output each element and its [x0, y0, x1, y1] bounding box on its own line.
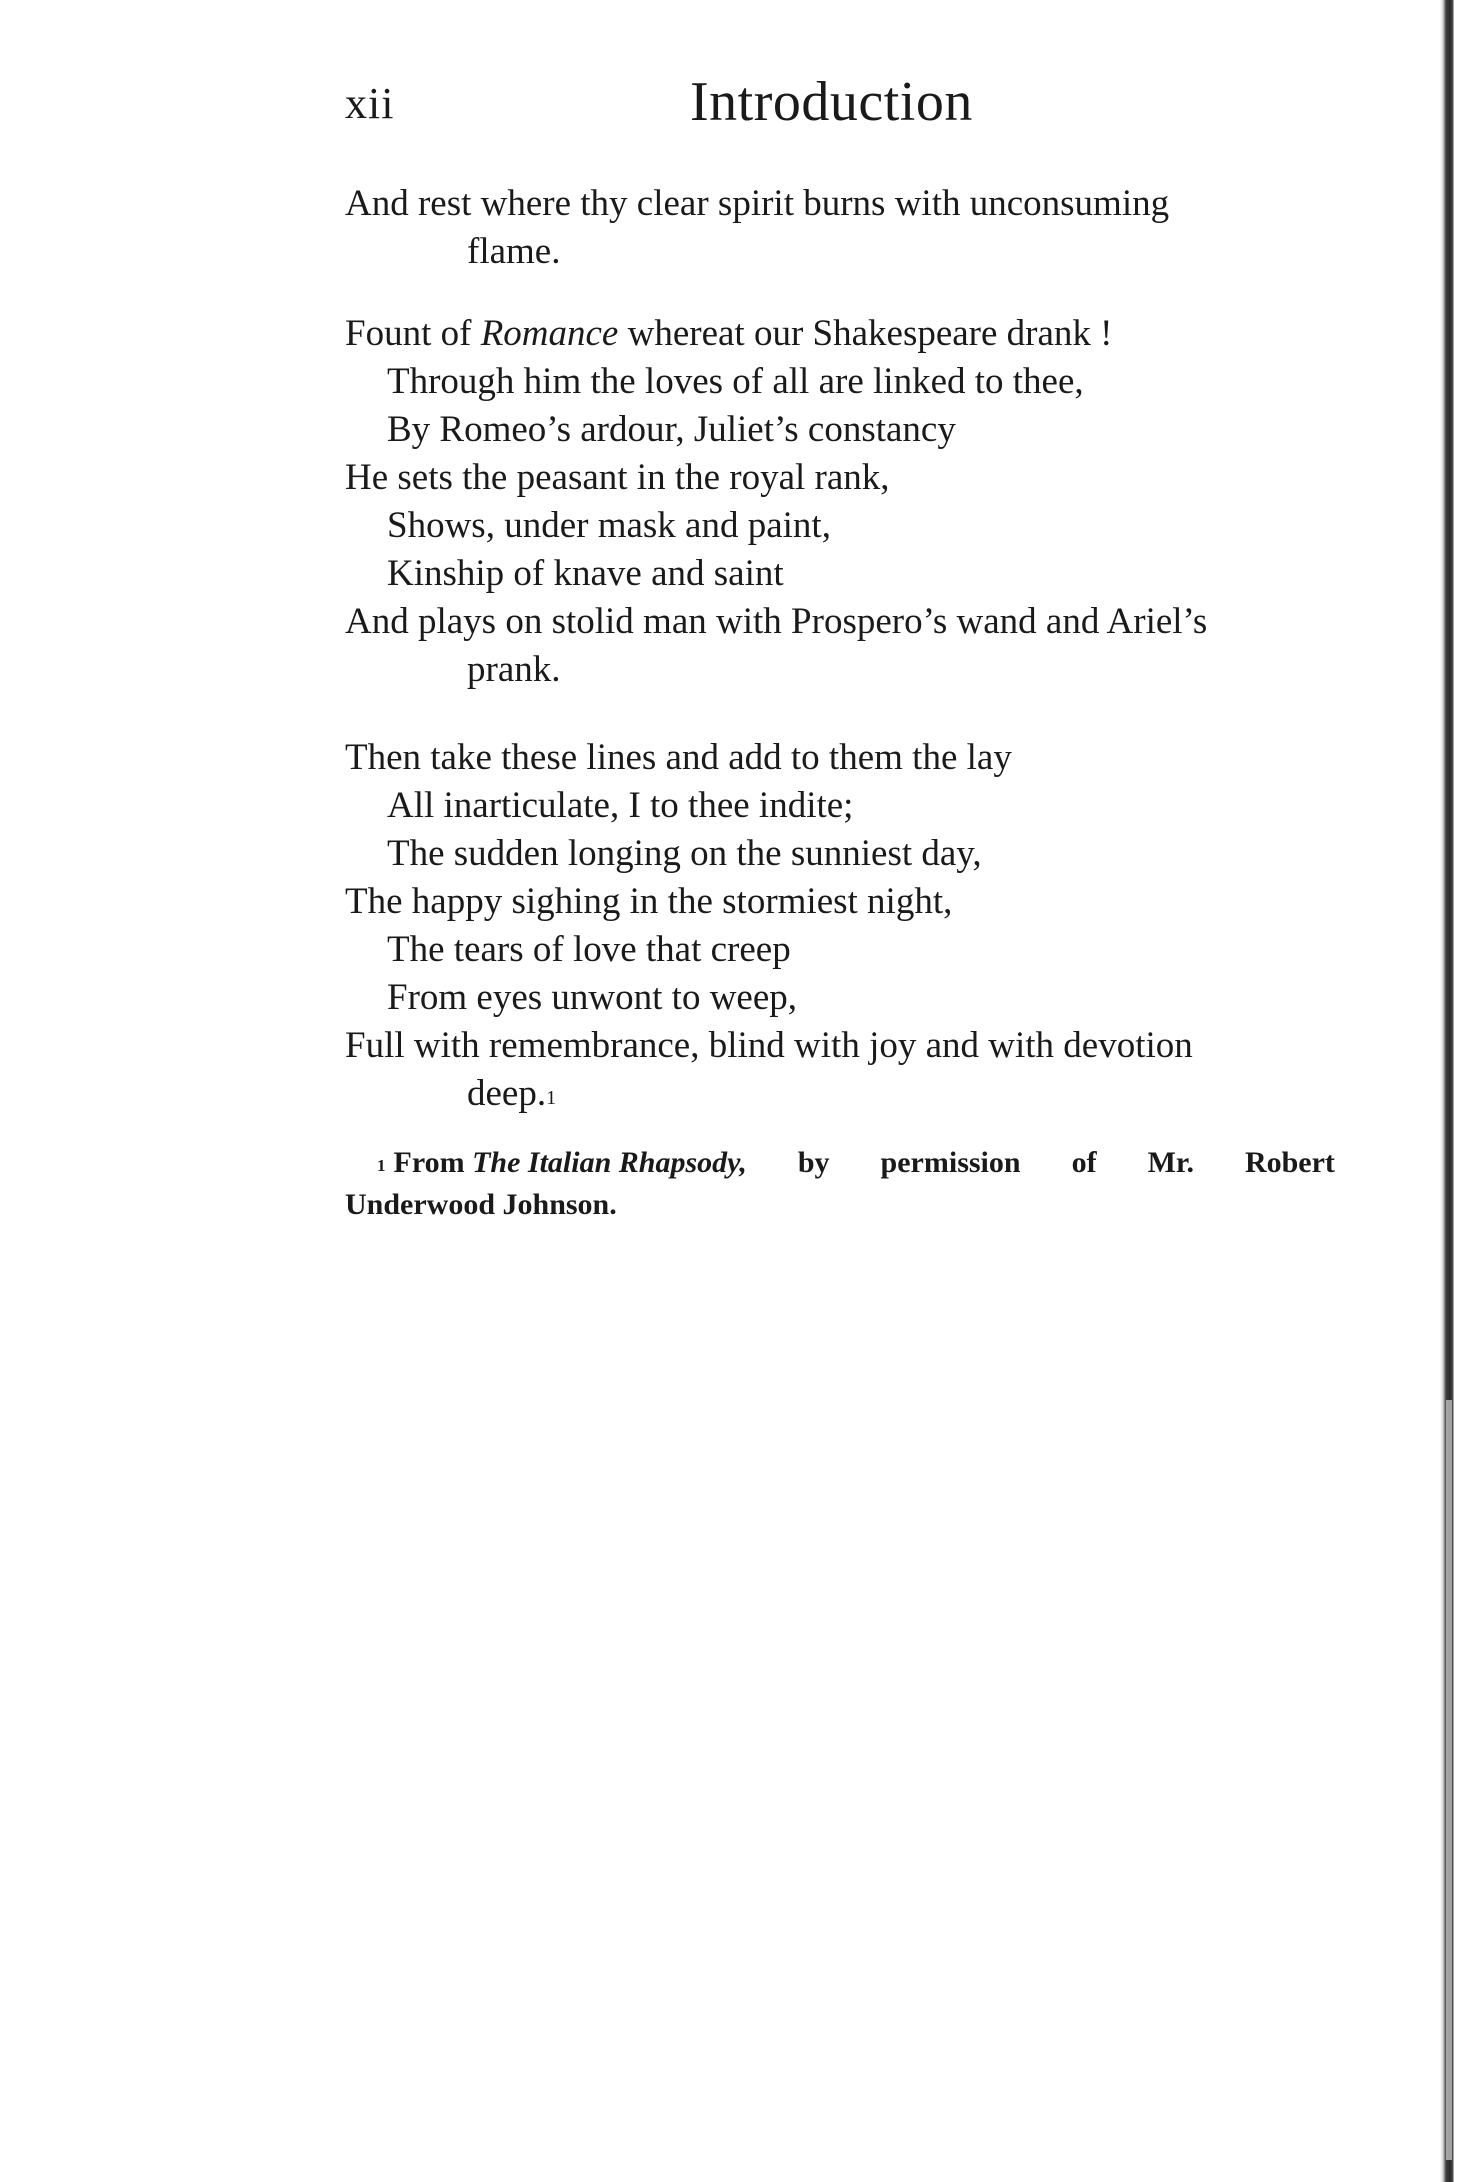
footnote-source-title: The Italian Rhapsody, — [472, 1146, 747, 1179]
poem-text — [345, 180, 1335, 1118]
page-binding-edge-fade — [1446, 1400, 1452, 2160]
footnote-word: permission — [880, 1146, 1021, 1179]
running-title: Introduction — [690, 71, 973, 133]
poem-line: The happy sighing in the stormiest night, — [345, 881, 953, 922]
page-number: xii — [345, 79, 395, 128]
footnote-reference: 1 — [546, 1087, 557, 1109]
poem-line: deep.$^1$ — [467, 1073, 557, 1114]
poem-line: flame. — [467, 231, 561, 272]
poem-line: And plays on stolid man with Prospero’s wand and Ariel’s — [345, 601, 1208, 642]
poem-line: By Romeo’s ardour, Juliet’s constancy — [387, 409, 956, 450]
footnote-word: Robert — [1244, 1146, 1335, 1179]
italic-word: Romance — [480, 313, 619, 354]
poem-line: From eyes unwont to weep, — [387, 977, 798, 1018]
footnote-word: of — [1071, 1146, 1097, 1179]
footnote-line-2: Underwood Johnson. — [345, 1188, 617, 1221]
poem-line: Fount of Romance whereat our Shakespeare drank ! — [345, 313, 1113, 354]
footnote — [345, 1142, 1335, 1226]
stanza-gap — [345, 276, 1335, 310]
poem-line: Then take these lines and add to them the lay — [345, 737, 1012, 778]
footnote-line-1 — [345, 1142, 1335, 1184]
poem-line: Full with remembrance, blind with joy and with devotion — [345, 1025, 1193, 1066]
running-header — [345, 70, 1335, 140]
poem-line: prank. — [467, 649, 561, 690]
poem-line: The tears of love that creep — [387, 929, 791, 970]
poem-line: Kinship of knave and saint — [387, 553, 784, 594]
poem-line: The sudden longing on the sunniest day, — [387, 833, 982, 874]
stanza-gap — [345, 694, 1335, 734]
footnote-marker: 1 — [377, 1156, 386, 1175]
poem-line: Through him the loves of all are linked to thee, — [387, 361, 1084, 402]
poem-line: Shows, under mask and paint, — [387, 505, 831, 546]
footnote-word: by — [797, 1146, 830, 1179]
footnote-lead: $^1$ From The Italian Rhapsody, — [377, 1146, 747, 1179]
poem-line: He sets the peasant in the royal rank, — [345, 457, 890, 498]
poem-line: And rest where thy clear spirit burns with unconsuming — [345, 183, 1170, 224]
footnote-word: Mr. — [1147, 1146, 1194, 1179]
poem-line: All inarticulate, I to thee indite; — [387, 785, 854, 826]
